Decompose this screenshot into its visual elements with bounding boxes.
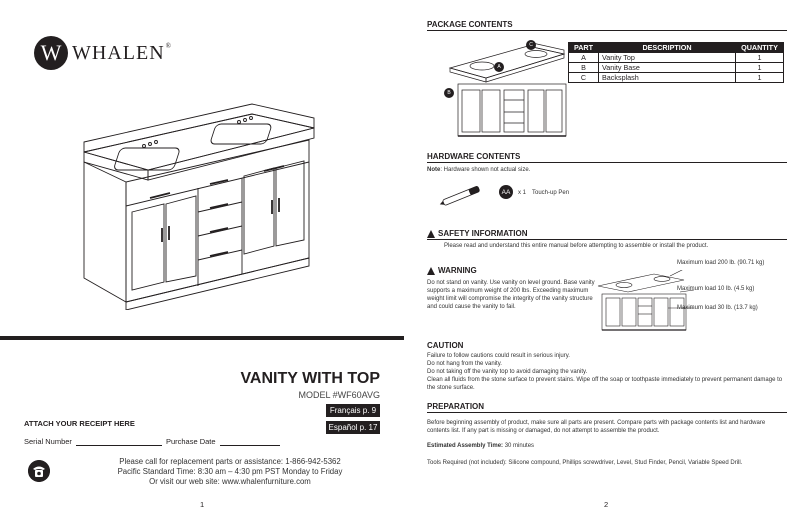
safety-intro: Please read and understand this entire manual before attempting to assemble or install the product. xyxy=(444,243,709,249)
load-top: Maximum load 200 lb. (90.71 kg) xyxy=(677,260,765,266)
purchase-date-label: Purchase Date xyxy=(165,437,216,446)
french-section-link[interactable]: Français p. 9 xyxy=(326,404,380,417)
hardware-name: Touch-up Pen xyxy=(532,190,570,196)
parts-table-header xyxy=(569,43,784,53)
logo-wordmark: WHALEN® xyxy=(72,41,172,64)
callout-a: A xyxy=(494,62,504,72)
header-description: DESCRIPTION xyxy=(599,43,736,53)
cell-quantity: 1 xyxy=(736,63,784,73)
serial-number-label: Serial Number xyxy=(24,437,72,446)
table-row xyxy=(569,63,784,73)
warning-text: Do not stand on vanity. Use vanity on level ground. Base vanity supports a maximum weight of 200 lbs. Exceeding maximum weight limit will compromise the integrity of the vanity structure and could cause the vanity to fail. xyxy=(427,280,595,310)
contact-info xyxy=(80,457,380,487)
preparation-heading: PREPARATION xyxy=(427,402,787,413)
contact-hours: Pacific Standard Time: 8:30 am – 4:30 pm PST Monday to Friday xyxy=(117,467,343,476)
callout-b: B xyxy=(444,88,454,98)
cell-part: B xyxy=(569,63,599,73)
contact-website: Or visit our web site: www.whalenfurniture.com xyxy=(149,477,311,486)
page-number: 2 xyxy=(604,500,609,509)
phone-icon xyxy=(28,460,50,482)
caution-list xyxy=(427,352,787,392)
cell-part: A xyxy=(569,53,599,63)
whalen-logo xyxy=(34,36,180,70)
caution-heading: CAUTION xyxy=(427,341,464,350)
hardware-qty: x 1 xyxy=(518,190,527,196)
page-right xyxy=(404,0,808,523)
caution-item: Do not hang from the vanity. xyxy=(427,361,502,367)
safety-heading: SAFETY INFORMATION xyxy=(427,229,787,240)
load-illustration xyxy=(594,270,694,334)
cell-part: C xyxy=(569,73,599,83)
package-contents-heading: PACKAGE CONTENTS xyxy=(427,20,787,31)
purchase-date-line xyxy=(220,438,280,446)
spanish-section-link[interactable]: Español p. 17 xyxy=(326,421,380,434)
cell-description: Vanity Top xyxy=(599,53,736,63)
model-number: MODEL #WF60AVG xyxy=(298,390,380,400)
load-cabinet: Maximum load 30 lb. (13.7 kg) xyxy=(677,305,758,311)
cell-quantity: 1 xyxy=(736,53,784,63)
receipt-heading: ATTACH YOUR RECEIPT HERE xyxy=(24,419,135,428)
serial-purchase-row xyxy=(24,437,280,446)
hardware-contents-heading: HARDWARE CONTENTS xyxy=(427,152,787,163)
preparation-text: Before beginning assembly of product, make sure all parts are present. Compare parts with package contents list and hardware contents list. If any part is missing or damaged, do not attempt to assemble the product. xyxy=(427,420,766,434)
caution-item: Failure to follow cautions could result in serious injury. xyxy=(427,353,570,359)
warning-triangle-icon xyxy=(427,230,435,238)
callout-c: C xyxy=(526,40,536,50)
touch-up-pen-icon xyxy=(438,184,488,206)
vanity-illustration xyxy=(74,100,334,310)
caution-item: Do not taking off the vanity top to avoid damaging the vanity. xyxy=(427,369,588,375)
assembly-time: Estimated Assembly Time: 30 minutes xyxy=(427,443,535,449)
product-title: VANITY WITH TOP xyxy=(240,370,380,387)
cell-quantity: 1 xyxy=(736,73,784,83)
table-row xyxy=(569,53,784,63)
header-part: PART xyxy=(569,43,599,53)
parts-table xyxy=(568,42,784,83)
warning-triangle-icon xyxy=(427,267,435,275)
header-quantity: QUANTITY xyxy=(736,43,784,53)
contact-phone: Please call for replacement parts or assistance: 1-866-942-5362 xyxy=(119,457,341,466)
caution-item: Clean all fluids from the stone surface to prevent stains. Wipe off the soap or toothpaste immediately to prevent permanent damage to the stone surface. xyxy=(427,377,783,391)
hardware-code-aa: AA xyxy=(499,185,513,199)
package-illustration xyxy=(442,38,572,142)
hardware-note: Note: Hardware shown not actual size. xyxy=(427,167,531,173)
tools-required: Tools Required (not included): Silicone compound, Phillips screwdriver, Level, Stud Finder, Pencil, Variable Speed Drill. xyxy=(427,460,743,466)
logo-circle: W xyxy=(34,36,68,70)
load-drawer: Maximum load 10 lb. (4.5 kg) xyxy=(677,286,755,292)
page-divider xyxy=(0,336,404,340)
table-row xyxy=(569,73,784,83)
cell-description: Backsplash xyxy=(599,73,736,83)
page-number: 1 xyxy=(200,500,205,509)
warning-heading: WARNING xyxy=(427,266,477,275)
cell-description: Vanity Base xyxy=(599,63,736,73)
serial-number-line xyxy=(76,438,162,446)
